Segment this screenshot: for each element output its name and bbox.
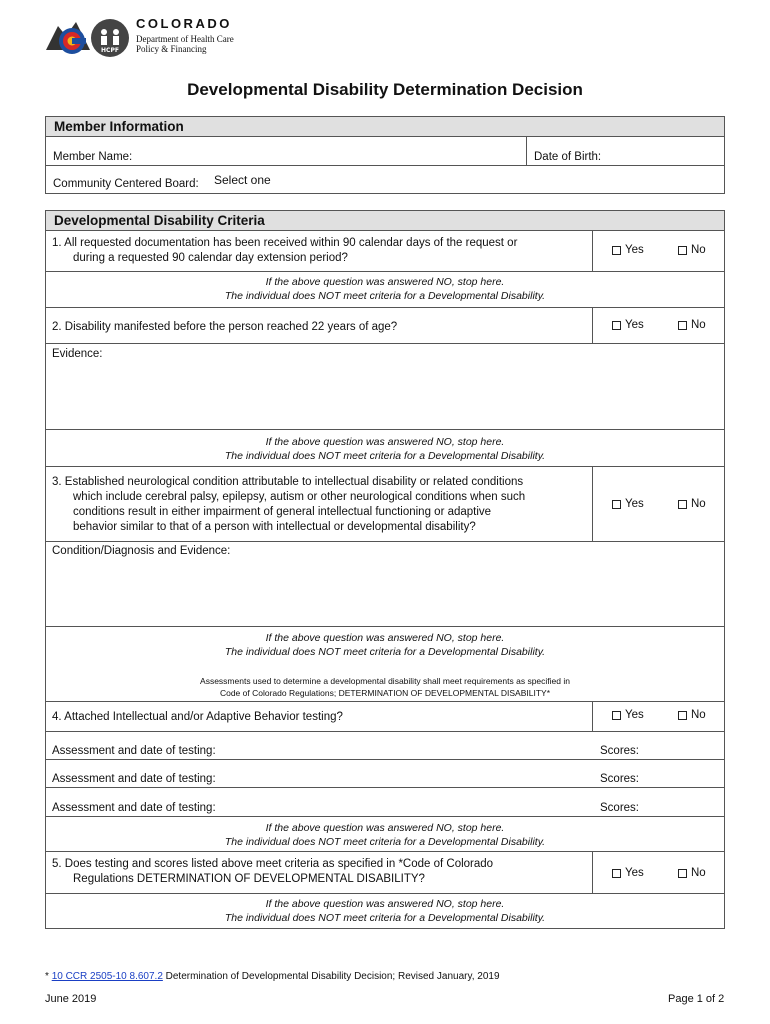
date-of-birth-label: Date of Birth: xyxy=(534,151,602,163)
org-name: COLORADO xyxy=(136,16,232,31)
evidence-label: Evidence: xyxy=(52,348,103,360)
stop-note-line-1: If the above question was answered NO, stop here. xyxy=(265,632,505,644)
divider xyxy=(46,626,724,627)
no-label: No xyxy=(691,867,706,879)
scores-label: Scores: xyxy=(600,802,639,814)
stop-note-1 xyxy=(46,275,724,303)
stop-note-4 xyxy=(46,821,724,849)
divider xyxy=(46,429,724,430)
scores-label: Scores: xyxy=(600,745,639,757)
citation-link[interactable]: 10 CCR 2505-10 8.607.2 xyxy=(51,971,163,982)
assessment-note-line-1: Assessments used to determine a developmental disability shall meet requirements as specified in xyxy=(200,676,570,686)
yes-label: Yes xyxy=(625,244,644,256)
criteria-section xyxy=(45,210,725,929)
divider xyxy=(46,541,724,542)
q5-yes-checkbox[interactable] xyxy=(612,867,644,879)
member-name-label: Member Name: xyxy=(53,151,133,163)
page-title: Developmental Disability Determination Decision xyxy=(187,80,583,99)
question-3-line-1: 3. Established neurological condition attributable to intellectual disability or related conditions xyxy=(52,476,524,488)
condition-field[interactable] xyxy=(52,545,230,557)
dept-name xyxy=(136,34,234,54)
divider xyxy=(592,307,593,343)
stop-note-line-2: The individual does NOT meet criteria for a Developmental Disability. xyxy=(224,836,546,848)
footer-date: June 2019 xyxy=(45,993,97,1005)
member-info-section xyxy=(45,116,725,194)
colorado-logo-mark-icon xyxy=(46,14,136,60)
stop-note-line-2: The individual does NOT meet criteria for a Developmental Disability. xyxy=(224,450,546,462)
q2-no-checkbox[interactable] xyxy=(678,319,706,331)
q2-yes-checkbox[interactable] xyxy=(612,319,644,331)
citation-text: Determination of Developmental Disability Decision; Revised January, 2019 xyxy=(162,971,500,982)
footer-asterisk: * xyxy=(45,971,49,982)
question-1-line-1: 1. All requested documentation has been received within 90 calendar days of the request or xyxy=(52,237,518,249)
divider xyxy=(46,731,724,732)
dept-line-1: Department of Health Care xyxy=(136,34,234,44)
checkbox-icon xyxy=(678,869,687,878)
ccb-label: Community Centered Board: xyxy=(53,178,199,190)
assessment-label: Assessment and date of testing: xyxy=(52,802,216,814)
divider xyxy=(46,893,724,894)
divider xyxy=(592,466,593,541)
question-5-line-1: 5. Does testing and scores listed above meet criteria as specified in *Code of Colorado xyxy=(52,858,494,870)
criteria-heading: Developmental Disability Criteria xyxy=(46,211,724,231)
checkbox-icon xyxy=(612,500,621,509)
divider xyxy=(46,343,724,344)
question-3 xyxy=(52,475,525,535)
divider xyxy=(592,231,593,271)
divider xyxy=(46,307,724,308)
yes-label: Yes xyxy=(625,709,644,721)
checkbox-icon xyxy=(612,869,621,878)
divider xyxy=(46,787,724,788)
scores-field-2[interactable] xyxy=(600,773,639,785)
assessment-label: Assessment and date of testing: xyxy=(52,745,216,757)
divider xyxy=(592,851,593,893)
assessment-label: Assessment and date of testing: xyxy=(52,773,216,785)
scores-field-1[interactable] xyxy=(600,745,639,757)
ccb-select[interactable]: Select one xyxy=(214,173,271,187)
yes-label: Yes xyxy=(625,867,644,879)
assessment-field-2[interactable] xyxy=(52,773,216,785)
question-5 xyxy=(52,857,493,887)
question-3-line-4: behavior similar to that of a person with intellectual or developmental disability? xyxy=(73,521,476,533)
question-1-line-2: during a requested 90 calendar day extension period? xyxy=(73,252,348,264)
yes-label: Yes xyxy=(625,498,644,510)
checkbox-icon xyxy=(612,246,621,255)
assessment-field-3[interactable] xyxy=(52,802,216,814)
stop-note-line-2: The individual does NOT meet criteria for a Developmental Disability. xyxy=(224,912,546,924)
checkbox-icon xyxy=(678,246,687,255)
date-of-birth-field[interactable] xyxy=(534,151,601,163)
q4-yes-checkbox[interactable] xyxy=(612,709,644,721)
assessment-field-1[interactable] xyxy=(52,745,216,757)
q5-no-checkbox[interactable] xyxy=(678,867,706,879)
svg-text:HCPF: HCPF xyxy=(101,47,119,54)
no-label: No xyxy=(691,709,706,721)
divider xyxy=(46,466,724,467)
divider xyxy=(526,137,527,165)
divider xyxy=(592,701,593,731)
divider xyxy=(46,271,724,272)
page-number: Page 1 of 2 xyxy=(668,993,725,1005)
no-label: No xyxy=(691,319,706,331)
stop-note-line-1: If the above question was answered NO, stop here. xyxy=(265,898,505,910)
assessment-note xyxy=(46,675,724,699)
dept-line-2: Policy & Financing xyxy=(136,44,207,54)
checkbox-icon xyxy=(678,321,687,330)
condition-label: Condition/Diagnosis and Evidence: xyxy=(52,545,231,557)
stop-note-3 xyxy=(46,631,724,659)
evidence-field[interactable] xyxy=(52,348,103,360)
stop-note-2 xyxy=(46,435,724,463)
divider xyxy=(46,701,724,702)
q4-no-checkbox[interactable] xyxy=(678,709,706,721)
stop-note-line-1: If the above question was answered NO, stop here. xyxy=(265,822,505,834)
scores-label: Scores: xyxy=(600,773,639,785)
question-4: 4. Attached Intellectual and/or Adaptive Behavior testing? xyxy=(52,711,343,723)
yes-label: Yes xyxy=(625,319,644,331)
member-name-field[interactable] xyxy=(53,151,132,163)
checkbox-icon xyxy=(678,500,687,509)
question-5-line-2: Regulations DETERMINATION OF DEVELOPMENTAL DISABILITY? xyxy=(73,873,425,885)
member-info-heading: Member Information xyxy=(46,117,724,137)
divider xyxy=(46,816,724,817)
stop-note-line-2: The individual does NOT meet criteria for a Developmental Disability. xyxy=(224,290,546,302)
assessment-note-line-2: Code of Colorado Regulations; DETERMINATION OF DEVELOPMENTAL DISABILITY* xyxy=(219,688,551,698)
checkbox-icon xyxy=(612,321,621,330)
divider xyxy=(46,759,724,760)
no-label: No xyxy=(691,244,706,256)
no-label: No xyxy=(691,498,706,510)
stop-note-line-2: The individual does NOT meet criteria for a Developmental Disability. xyxy=(224,646,546,658)
checkbox-icon xyxy=(678,711,687,720)
q1-no-checkbox[interactable] xyxy=(678,244,706,256)
divider xyxy=(46,851,724,852)
question-2: 2. Disability manifested before the person reached 22 years of age? xyxy=(52,321,398,333)
stop-note-5 xyxy=(46,897,724,925)
question-3-line-2: which include cerebral palsy, epilepsy, autism or other neurological conditions when such xyxy=(73,491,526,503)
question-3-line-3: conditions result in either impairment of general intellectual functioning or adaptive xyxy=(73,506,492,518)
stop-note-line-1: If the above question was answered NO, stop here. xyxy=(265,276,505,288)
stop-note-line-1: If the above question was answered NO, stop here. xyxy=(265,436,505,448)
question-1 xyxy=(52,236,517,266)
checkbox-icon xyxy=(612,711,621,720)
q3-no-checkbox[interactable] xyxy=(678,498,706,510)
q1-yes-checkbox[interactable] xyxy=(612,244,644,256)
footer-citation xyxy=(45,971,500,982)
divider xyxy=(46,165,724,166)
scores-field-3[interactable] xyxy=(600,802,639,814)
q3-yes-checkbox[interactable] xyxy=(612,498,644,510)
